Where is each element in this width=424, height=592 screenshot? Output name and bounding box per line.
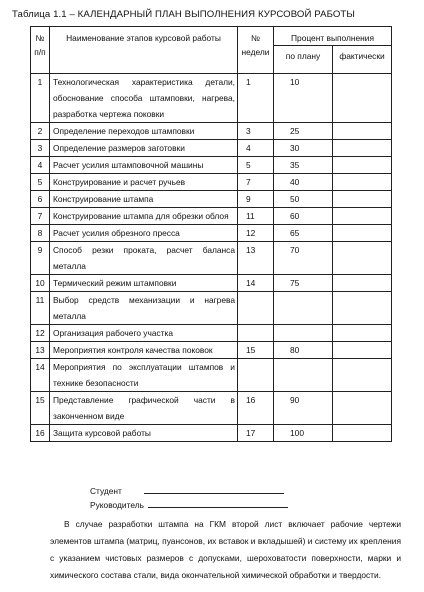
row-planned: 75 — [274, 275, 333, 292]
row-number: 12 — [31, 325, 50, 342]
row-week: 4 — [238, 140, 274, 157]
student-label: Студент — [90, 486, 122, 496]
row-planned: 90 — [274, 392, 333, 425]
header-stage-name: Наименование этапов курсовой работы — [50, 27, 238, 74]
row-stage: Способ резки проката, расчет баланса металла — [50, 242, 238, 275]
row-actual — [333, 325, 392, 342]
table-row — [31, 325, 392, 342]
row-week: 11 — [238, 208, 274, 225]
table-row — [31, 292, 392, 325]
table-row — [31, 208, 392, 225]
row-actual — [333, 208, 392, 225]
row-number: 13 — [31, 342, 50, 359]
row-week: 5 — [238, 157, 274, 174]
row-week: 3 — [238, 123, 274, 140]
row-week: 15 — [238, 342, 274, 359]
row-planned: 80 — [274, 342, 333, 359]
table-row — [31, 123, 392, 140]
row-number: 15 — [31, 392, 50, 425]
row-actual — [333, 157, 392, 174]
row-number: 4 — [31, 157, 50, 174]
row-stage: Расчет усилия обрезного пресса — [50, 225, 238, 242]
row-stage: Определение размеров заготовки — [50, 140, 238, 157]
row-stage: Мероприятия контроля качества поковок — [50, 342, 238, 359]
row-number: 2 — [31, 123, 50, 140]
table-row — [31, 242, 392, 275]
row-week: 9 — [238, 191, 274, 208]
row-week: 7 — [238, 174, 274, 191]
header-planned: по плану — [274, 46, 333, 74]
row-actual — [333, 425, 392, 442]
row-actual — [333, 74, 392, 123]
row-planned: 70 — [274, 242, 333, 275]
row-actual — [333, 140, 392, 157]
row-number: 14 — [31, 359, 50, 392]
table-row — [31, 157, 392, 174]
row-stage: Защита курсовой работы — [50, 425, 238, 442]
row-week — [238, 292, 274, 325]
row-week — [238, 359, 274, 392]
row-week: 12 — [238, 225, 274, 242]
row-planned: 100 — [274, 425, 333, 442]
row-number: 1 — [31, 74, 50, 123]
row-actual — [333, 123, 392, 140]
row-stage: Конструирование и расчет ручьев — [50, 174, 238, 191]
row-actual — [333, 342, 392, 359]
row-number: 10 — [31, 275, 50, 292]
note-text: В случае разработки штампа на ГКМ второй лист включает рабочие чертежи элементов штампа (матриц, пуансонов, их вставок и вкладышей) и систему их крепления с указанием чистовых размеров с допусками, шероховатости поверхности, марки и химического состава стали, вида окончательной химической обработки и твердости. — [50, 519, 401, 580]
table-row — [31, 191, 392, 208]
row-number: 7 — [31, 208, 50, 225]
student-signature-row — [90, 484, 288, 498]
student-signature-line — [144, 485, 284, 494]
row-planned: 35 — [274, 157, 333, 174]
row-actual — [333, 225, 392, 242]
signature-block — [90, 484, 288, 512]
row-actual — [333, 174, 392, 191]
row-week — [238, 325, 274, 342]
row-number: 11 — [31, 292, 50, 325]
header-percent: Процент выполнения — [274, 27, 392, 46]
supervisor-label: Руководитель — [90, 500, 144, 510]
row-actual — [333, 292, 392, 325]
table-row — [31, 74, 392, 123]
row-planned: 60 — [274, 208, 333, 225]
table-row — [31, 342, 392, 359]
row-planned: 25 — [274, 123, 333, 140]
note-paragraph — [50, 516, 401, 584]
row-stage: Термический режим штамповки — [50, 275, 238, 292]
supervisor-signature-line — [148, 499, 288, 508]
row-number: 6 — [31, 191, 50, 208]
table-row — [31, 359, 392, 392]
row-stage: Конструирование штампа — [50, 191, 238, 208]
row-week: 13 — [238, 242, 274, 275]
row-week: 17 — [238, 425, 274, 442]
row-number: 16 — [31, 425, 50, 442]
supervisor-signature-row — [90, 498, 288, 512]
table-row — [31, 174, 392, 191]
row-planned — [274, 325, 333, 342]
row-number: 9 — [31, 242, 50, 275]
row-planned — [274, 292, 333, 325]
row-stage: Мероприятия по эксплуатации штампов и технике безопасности — [50, 359, 238, 392]
row-stage: Определение переходов штамповки — [50, 123, 238, 140]
row-stage: Организация рабочего участка — [50, 325, 238, 342]
table-row — [31, 275, 392, 292]
header-number: № п/п — [31, 27, 50, 74]
table-row — [31, 140, 392, 157]
row-actual — [333, 191, 392, 208]
row-stage: Выбор средств механизации и нагрева металла — [50, 292, 238, 325]
row-number: 5 — [31, 174, 50, 191]
row-week: 14 — [238, 275, 274, 292]
row-planned: 50 — [274, 191, 333, 208]
row-planned: 30 — [274, 140, 333, 157]
row-planned: 65 — [274, 225, 333, 242]
table-row — [31, 425, 392, 442]
row-actual — [333, 275, 392, 292]
header-week: № недели — [238, 27, 274, 74]
row-number: 3 — [31, 140, 50, 157]
row-actual — [333, 392, 392, 425]
row-stage: Технологическая характеристика детали, обоснование способа штамповки, нагрева, разработка чертежа поковки — [50, 74, 238, 123]
table-row — [31, 225, 392, 242]
row-week: 16 — [238, 392, 274, 425]
calendar-plan-table — [30, 26, 392, 442]
row-number: 8 — [31, 225, 50, 242]
row-planned — [274, 359, 333, 392]
row-stage: Представление графической части в законченном виде — [50, 392, 238, 425]
table-caption: Таблица 1.1 – КАЛЕНДАРНЫЙ ПЛАН ВЫПОЛНЕНИЯ КУРСОВОЙ РАБОТЫ — [12, 9, 355, 20]
row-week: 1 — [238, 74, 274, 123]
row-planned: 40 — [274, 174, 333, 191]
row-stage: Расчет усилия штамповочной машины — [50, 157, 238, 174]
header-actual: фактически — [333, 46, 392, 74]
row-actual — [333, 359, 392, 392]
table-row — [31, 392, 392, 425]
row-planned: 10 — [274, 74, 333, 123]
row-actual — [333, 242, 392, 275]
row-stage: Конструирование штампа для обрезки облоя — [50, 208, 238, 225]
